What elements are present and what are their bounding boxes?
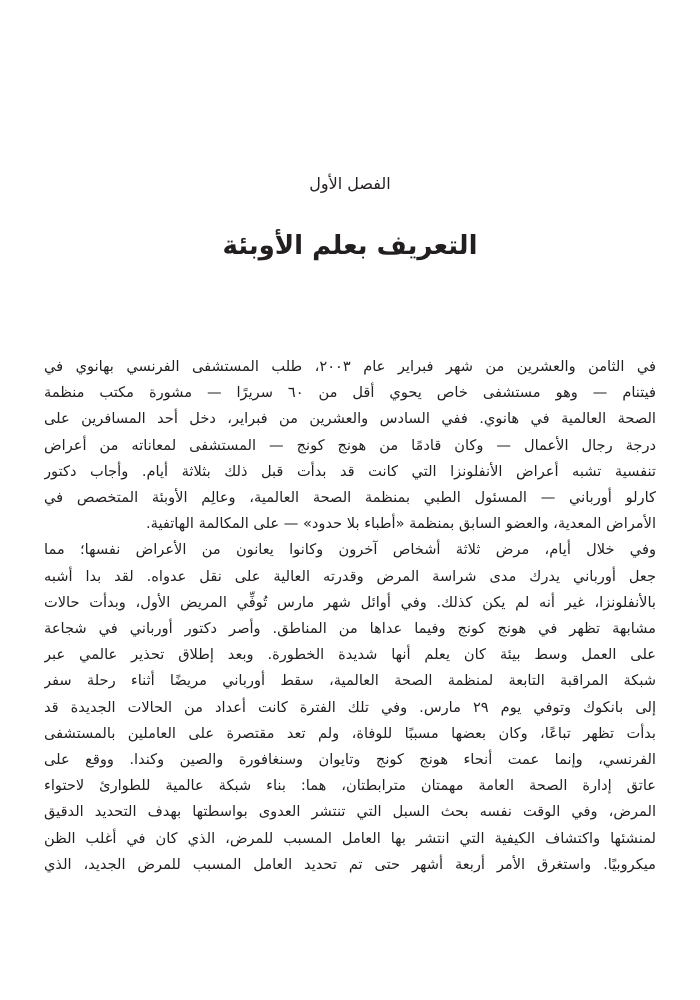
text-line: درجة رجال الأعمال — وكان قادمًا من هونج كونج — المستشفى لمعاناته من أعراض	[44, 436, 656, 454]
text-line: فيتنام — وهو مستشفى خاص يحوي أقل من ٦٠ سريرًا — مشورة مكتب منظمة	[44, 384, 656, 402]
text-line: الأمراض المعدية، والعضو السابق بمنظمة «أطباء بلا حدود» — على المكالمة الهاتفية.	[146, 515, 656, 533]
text-line: بدأت تظهر تباعًا، وكان بعضها مسببًا للوفاة، ولم تعد مقتصرة على العاملين بالمستشفى	[44, 724, 656, 742]
text-line: عاتق إدارة الصحة العامة مهمتان مترابطتان، هما: بناء شبكة عالمية للطوارئ لاحتواء	[44, 777, 656, 795]
text-line: الفرنسي، وإنما عمت أنحاء هونج كونج وتايوان وسنغافورة والصين وكندا. ووقع على	[44, 751, 656, 769]
text-line: كارلو أورباني — المسئول الطبي بمنظمة الصحة العالمية، وعالِم الأوبئة المتخصص في	[44, 489, 656, 507]
text-line: إلى بانكوك وتوفي يوم ٢٩ مارس. وفي تلك الفترة كانت أعداد من الحالات الجديدة قد	[44, 698, 656, 716]
text-line: وفي خلال أيام، مرض ثلاثة أشخاص آخرون وكانوا يعانون من الأعراض نفسها؛ مما	[44, 541, 656, 559]
text-line: مشابهة تظهر في هونج كونج وفيما عداها من المناطق. وأصر دكتور أورباني في شجاعة	[44, 620, 656, 638]
text-line: شبكة المراقبة التابعة لمنظمة الصحة العالمية، سقط أورباني مريضًا أثناء رحلة سفر	[44, 672, 656, 690]
text-line: على العمل وسط بيئة كان يعلم أنها شديدة الخطورة. وبعد إطلاق تحذير عالمي عبر	[44, 646, 656, 664]
text-line: تنفسية تشبه أعراض الأنفلونزا التي كانت قد بدأت قبل ذلك بثلاثة أيام. وأجاب دكتور	[44, 462, 656, 480]
text-line: ميكروبيًا. واستغرق الأمر أربعة أشهر حتى تم تحديد العامل المسبب للمرض الجديد، الذي	[44, 855, 656, 873]
text-line: في الثامن والعشرين من شهر فبراير عام ٢٠٠٣، طلب المستشفى الفرنسي بهانوي في	[44, 358, 656, 375]
text-line: المرض، وفي الوقت نفسه بحث السبل التي تنتشر العدوى بواسطتها بهدف التحديد الدقيق	[44, 803, 656, 821]
body-paragraph	[44, 354, 656, 878]
chapter-label: الفصل الأول	[309, 174, 391, 193]
text-line: جعل أورباني يدرك مدى شراسة المرض وقدرته العالية على نقل عدواه. لقد بدا أشبه	[44, 567, 656, 585]
text-line: لمنشئها واكتشاف الكيفية التي انتشر بها العامل المسبب للمرض، الذي كان في أغلب الظن	[44, 829, 656, 847]
text-line: بالأنفلونزا، غير أنه لم يكن كذلك. وفي أوائل شهر مارس تُوفِّي المريض الأول، وبدأت حالات	[44, 593, 656, 611]
text-line: الصحة العالمية في هانوي. ففي السادس والعشرين من فبراير، دخل أحد المسافرين على	[44, 410, 656, 428]
chapter-title: التعريف بعلم الأوبئة	[222, 231, 478, 261]
